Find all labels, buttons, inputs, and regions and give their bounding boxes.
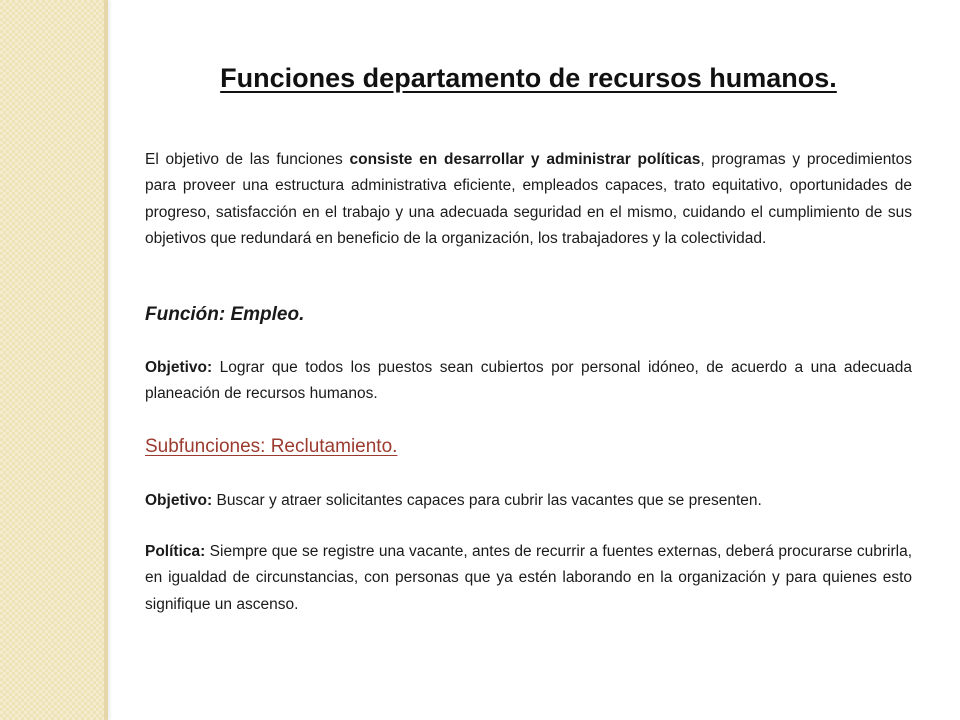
intro-text-end: , programas y procedimientos para proveer una estructura administrativa eficiente, empleados capaces, trato equitativo, oportunidades de progreso, satisfacción en el trabajo y una adecuada seguridad en el mismo, cuidando el cumplimiento de sus objetivos que redundará en beneficio de la organización, los trabajadores y la colectividad. [145, 151, 912, 248]
intro-bold-text: consiste en desarrollar y administrar políticas [349, 151, 701, 168]
recruitment-objective-paragraph [145, 488, 912, 514]
policy-label: Política: [145, 543, 206, 560]
subfunction-heading: Subfunciones: Reclutamiento. [145, 436, 398, 457]
intro-text-start: El objetivo de las funciones [145, 151, 350, 168]
employment-objective-paragraph [145, 355, 912, 408]
side-band-edge [104, 0, 108, 720]
policy-text: Siempre que se registre una vacante, antes de recurrir a fuentes externas, deberá procurarse cubrirla, en igualdad de circunstancias, con personas que ya estén laborando en la organización y para quienes esto signifique un ascenso. [145, 543, 912, 613]
employment-objective-text: Lograr que todos los puestos sean cubiertos por personal idóneo, de acuerdo a una adecuada planeación de recursos humanos. [145, 359, 912, 403]
recruitment-objective-text: Buscar y atraer solicitantes capaces para cubrir las vacantes que se presenten. [212, 492, 762, 509]
intro-paragraph [145, 147, 912, 253]
employment-objective-label: Objetivo: [145, 359, 213, 376]
function-heading: Función: Empleo. [145, 304, 305, 325]
policy-paragraph [145, 539, 912, 618]
recruitment-objective-label: Objetivo: [145, 492, 213, 509]
page-title: Funciones departamento de recursos humanos. [220, 63, 837, 93]
decorative-side-band [0, 0, 104, 720]
